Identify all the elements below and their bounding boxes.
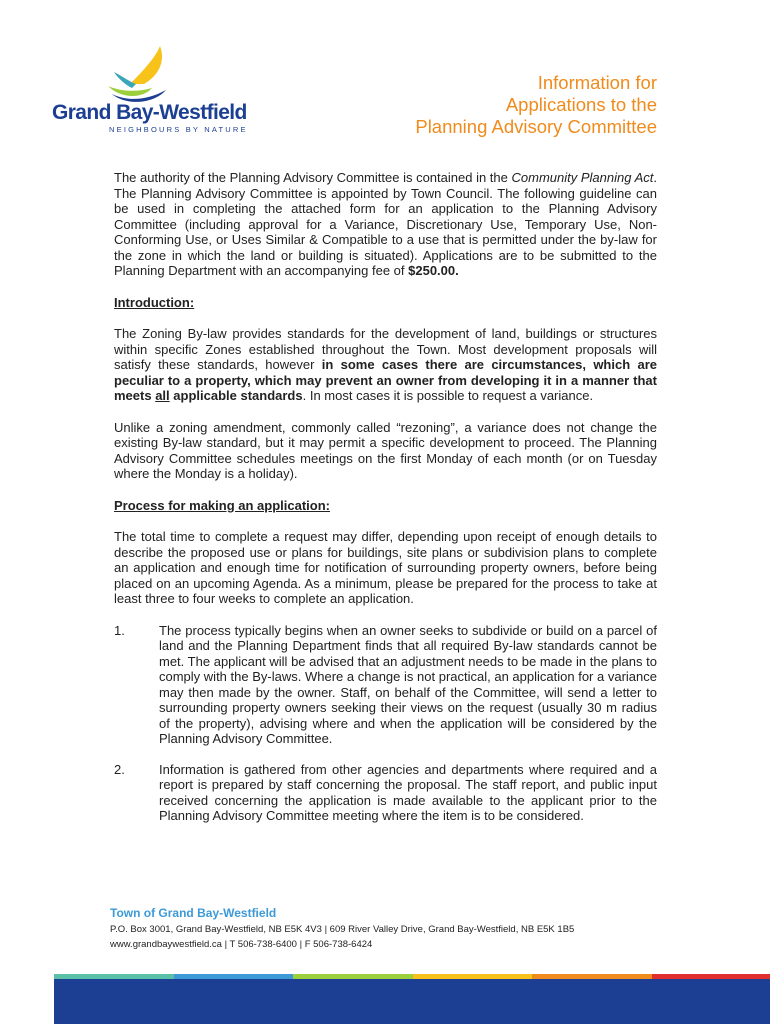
introduction-heading: Introduction: bbox=[114, 294, 195, 310]
footer-blue-band bbox=[54, 979, 770, 1024]
footer-address: P.O. Box 3001, Grand Bay-Westfield, NB E5K 4V3 | 609 River Valley Drive, Grand Bay-Westfield, NB E5K 1B5 bbox=[110, 924, 575, 935]
intro-p1-e: . In most cases it is possible to request a variance. bbox=[302, 388, 594, 403]
document-body bbox=[114, 170, 657, 839]
application-fee: $250.00. bbox=[408, 263, 459, 278]
list-item-text: Information is gathered from other agencies and departments where required and a report is prepared by staff concerning the proposal. The staff report, and public input received concerning the application is made available to the applicant prior to the Planning Advisory Committee meeting where the item is to be considered. bbox=[159, 761, 657, 823]
list-item-number: 1. bbox=[114, 622, 125, 638]
introduction-paragraph-1 bbox=[114, 326, 657, 404]
list-item-number: 2. bbox=[114, 761, 125, 777]
footer-title: Town of Grand Bay-Westfield bbox=[110, 906, 277, 920]
footer-contact: www.grandbaywestfield.ca | T 506-738-6400 | F 506-738-6424 bbox=[110, 939, 373, 950]
title-line-3: Planning Advisory Committee bbox=[415, 116, 657, 137]
town-logo bbox=[52, 46, 272, 136]
process-steps-list bbox=[114, 623, 657, 824]
act-name: Community Planning Act bbox=[511, 170, 654, 185]
intro-paragraph bbox=[114, 170, 657, 279]
introduction-paragraph-2: Unlike a zoning amendment, commonly called “rezoning”, a variance does not change the existing By-law standard, but it may permit a specific development to proceed. The Planning Advisory Committee schedules meetings on the first Monday of each month (or on Tuesday where the Monday is a holiday). bbox=[114, 419, 657, 481]
intro-p1-all: all bbox=[155, 388, 170, 403]
title-line-1: Information for bbox=[537, 72, 657, 93]
page-footer bbox=[110, 906, 670, 950]
list-item bbox=[114, 762, 657, 824]
intro-p1-a: The Zoning By-law provides standards for the development of land, buildings or structures within specific Zones established throughout the Town. Most development proposals will satisfy these standards, however bbox=[114, 326, 657, 372]
logo-tagline: NEIGHBOURS BY NATURE bbox=[109, 125, 248, 134]
intro-text-2: . The Planning Advisory Committee is appointed by Town Council. The following guideline can be used in completing the attached form for an application to the Planning Advisory Committee (including approval for a Variance, Discretionary Use, Temporary Use, Non-Conforming Use, or Uses Similar & Compatible to a use that is permitted under the by-law for the zone in which the land or building is situated). Applications are to be submitted to the Planning Department with an accompanying fee of bbox=[114, 170, 657, 278]
title-line-2: Applications to the bbox=[505, 94, 657, 115]
list-item bbox=[114, 623, 657, 747]
list-item-text: The process typically begins when an owner seeks to subdivide or build on a parcel of land and the Planning Department finds that all required By-law standards cannot be met. The applicant will be advised that an adjustment needs to be made in the plans to comply with the By-laws. Where a change is not practical, an application for a variance may then made by the owner. Staff, on behalf of the Committee, will send a letter to surrounding property owners seeking their views on the request (usually 30 m radius of the property), advising where and when the application will be considered by the Planning Advisory Committee. bbox=[159, 622, 657, 746]
logo-town-name: Grand Bay-Westfield bbox=[52, 101, 247, 124]
process-paragraph: The total time to complete a request may differ, depending upon receipt of enough details to describe the proposed use or plans for buildings, site plans or subdivision plans to complete an application and enough time for notification of surrounding property owners, before being placed on an upcoming Agenda. As a minimum, please be prepared for the process to take at least three to four weeks to complete an application. bbox=[114, 529, 657, 606]
sailboat-logo-icon bbox=[108, 46, 178, 104]
intro-p1-b: in some cases there are circumstances, which are peculiar to a property, which may prevent an owner from developing it in a manner that meets bbox=[114, 357, 657, 403]
process-heading: Process for making an application: bbox=[114, 497, 330, 513]
intro-p1-d: applicable standards bbox=[169, 388, 303, 403]
document-title bbox=[357, 72, 657, 138]
intro-text-1: The authority of the Planning Advisory Committee is contained in the bbox=[114, 170, 512, 185]
